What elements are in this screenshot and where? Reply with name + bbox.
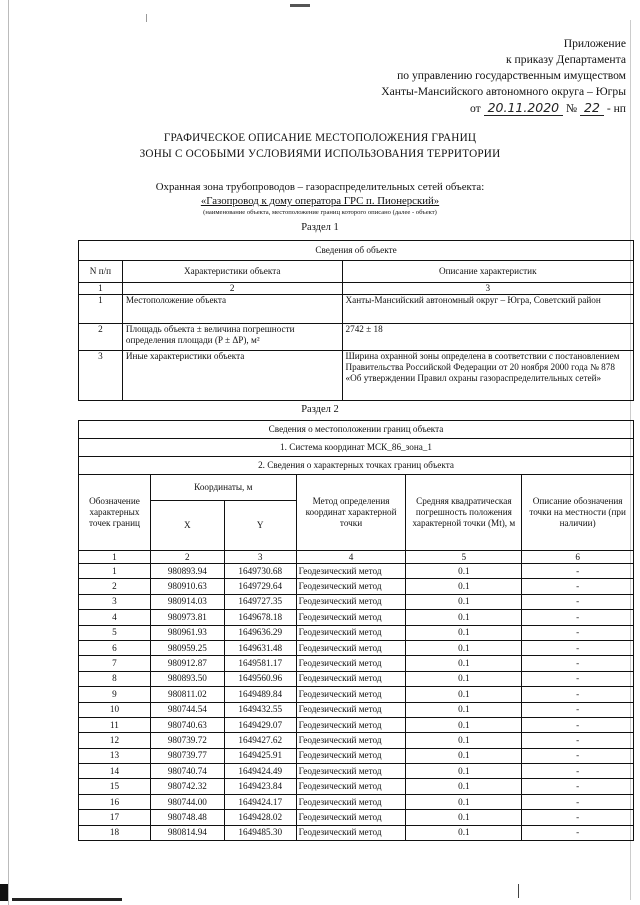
col-number: 4 (296, 551, 406, 564)
point-y: 1649485.30 (224, 825, 296, 840)
point-x: 980912.87 (150, 656, 224, 671)
point-description: - (522, 825, 634, 840)
zone-description (0, 180, 640, 217)
point-accuracy: 0.1 (406, 825, 522, 840)
point-number: 10 (79, 702, 151, 717)
point-x: 980893.94 (150, 564, 224, 579)
point-y: 1649424.17 (224, 794, 296, 809)
boundaries-caption: Сведения о местоположении границ объекта (79, 421, 634, 439)
table-row (79, 671, 634, 686)
point-number: 16 (79, 794, 151, 809)
zone-type: Охранная зона трубопроводов – газораспределительных сетей объекта: (155, 181, 485, 193)
point-number: 13 (79, 748, 151, 763)
table-row (79, 794, 634, 809)
table-row (79, 825, 634, 840)
point-accuracy: 0.1 (406, 810, 522, 825)
point-number: 3 (79, 594, 151, 609)
header-line-4: Ханты-Мансийского автономного округа – Югры (381, 85, 626, 98)
object-name: «Газопровод к дому оператора ГРС п. Пионерский» (200, 195, 440, 207)
table-row (79, 717, 634, 732)
point-number: 12 (79, 733, 151, 748)
table-row (79, 324, 634, 351)
point-y: 1649636.29 (224, 625, 296, 640)
point-method: Геодезический метод (296, 671, 406, 686)
point-accuracy: 0.1 (406, 656, 522, 671)
col-header-x: X (150, 501, 224, 551)
point-number: 8 (79, 671, 151, 686)
point-description: - (522, 702, 634, 717)
point-y: 1649425.91 (224, 748, 296, 763)
document-title (0, 130, 640, 162)
scan-mark-bottom (0, 884, 8, 901)
col-header-coords: Координаты, м (150, 475, 296, 501)
point-accuracy: 0.1 (406, 564, 522, 579)
boundary-points-table (78, 420, 634, 841)
point-accuracy: 0.1 (406, 748, 522, 763)
point-description: - (522, 748, 634, 763)
col-number: 3 (224, 551, 296, 564)
scan-mark-top (290, 4, 310, 7)
row-description: Ханты-Мансийский автономный округ – Югра, Советский район (342, 295, 634, 324)
point-accuracy: 0.1 (406, 779, 522, 794)
coordinate-system: 1. Система координат МСК_86_зона_1 (79, 439, 634, 457)
section-1-label: Раздел 1 (301, 222, 339, 233)
point-description: - (522, 564, 634, 579)
handwritten-date: 20.11.2020 (484, 100, 564, 116)
table-row (79, 625, 634, 640)
point-method: Геодезический метод (296, 733, 406, 748)
point-description: - (522, 625, 634, 640)
point-method: Геодезический метод (296, 810, 406, 825)
scan-mark-right (518, 884, 519, 898)
points-body (79, 564, 634, 841)
col-number: 2 (150, 551, 224, 564)
point-accuracy: 0.1 (406, 671, 522, 686)
point-accuracy: 0.1 (406, 625, 522, 640)
table-row (79, 610, 634, 625)
point-method: Геодезический метод (296, 640, 406, 655)
point-x: 980742.32 (150, 779, 224, 794)
col-header-point-description: Описание обозначения точки на местности (при наличии) (522, 475, 634, 551)
point-description: - (522, 610, 634, 625)
col-number: 1 (79, 551, 151, 564)
point-y: 1649489.84 (224, 687, 296, 702)
point-method: Геодезический метод (296, 625, 406, 640)
table-row (79, 702, 634, 717)
point-accuracy: 0.1 (406, 640, 522, 655)
point-y: 1649631.48 (224, 640, 296, 655)
table-row (79, 564, 634, 579)
point-method: Геодезический метод (296, 610, 406, 625)
title-line-1: ГРАФИЧЕСКОЕ ОПИСАНИЕ МЕСТОПОЛОЖЕНИЯ ГРАНИЦ (163, 132, 477, 144)
point-x: 980739.72 (150, 733, 224, 748)
handwritten-number: 22 (580, 100, 604, 116)
point-number: 11 (79, 717, 151, 732)
point-x: 980959.25 (150, 640, 224, 655)
point-x: 980814.94 (150, 825, 224, 840)
point-method: Геодезический метод (296, 794, 406, 809)
row-number: 1 (79, 295, 123, 324)
header-line-3: по управлению государственным имуществом (397, 69, 626, 82)
col-number: 6 (522, 551, 634, 564)
point-y: 1649560.96 (224, 671, 296, 686)
point-description: - (522, 594, 634, 609)
point-method: Геодезический метод (296, 702, 406, 717)
point-accuracy: 0.1 (406, 610, 522, 625)
row-characteristic: Местоположение объекта (122, 295, 342, 324)
point-number: 7 (79, 656, 151, 671)
point-accuracy: 0.1 (406, 794, 522, 809)
point-method: Геодезический метод (296, 717, 406, 732)
table-row (79, 594, 634, 609)
point-y: 1649423.84 (224, 779, 296, 794)
scan-line-bottom (12, 898, 122, 901)
point-y: 1649432.55 (224, 702, 296, 717)
col-number-1: 1 (79, 283, 123, 295)
col-header-accuracy: Средняя квадратическая погрешность положения характерной точки (Mt), м (406, 475, 522, 551)
point-y: 1649428.02 (224, 810, 296, 825)
point-method: Геодезический метод (296, 656, 406, 671)
number-prefix: № (566, 102, 578, 115)
points-caption: 2. Сведения о характерных точках границ объекта (79, 457, 634, 475)
table-row (79, 779, 634, 794)
col-number-2: 2 (122, 283, 342, 295)
col-header-y: Y (224, 501, 296, 551)
point-accuracy: 0.1 (406, 717, 522, 732)
point-number: 2 (79, 579, 151, 594)
point-number: 14 (79, 764, 151, 779)
row-description: 2742 ± 18 (342, 324, 634, 351)
point-x: 980740.63 (150, 717, 224, 732)
point-method: Геодезический метод (296, 764, 406, 779)
point-accuracy: 0.1 (406, 594, 522, 609)
point-description: - (522, 656, 634, 671)
point-method: Геодезический метод (296, 579, 406, 594)
point-number: 17 (79, 810, 151, 825)
col-header-point: Обозначение характерных точек границ (79, 475, 151, 551)
point-accuracy: 0.1 (406, 733, 522, 748)
point-number: 5 (79, 625, 151, 640)
point-method: Геодезический метод (296, 594, 406, 609)
point-y: 1649581.17 (224, 656, 296, 671)
object-note: (наименование объекта, местоположение границ которого описано (далее - объект) (203, 209, 437, 216)
point-y: 1649424.49 (224, 764, 296, 779)
table-row (79, 579, 634, 594)
point-description: - (522, 579, 634, 594)
point-x: 980893.50 (150, 671, 224, 686)
header-line-2: к приказу Департамента (506, 53, 626, 66)
point-description: - (522, 764, 634, 779)
table-row (79, 764, 634, 779)
point-description: - (522, 779, 634, 794)
point-y: 1649727.35 (224, 594, 296, 609)
point-y: 1649729.64 (224, 579, 296, 594)
point-x: 980740.74 (150, 764, 224, 779)
table-row (79, 295, 634, 324)
row-description: Ширина охранной зоны определена в соответствии с постановлением Правительства Российской Федерации от 20 ноября 2000 года № 878 «Об утверждении Правил охраны газораспределительных сетей» (342, 351, 634, 401)
object-table-caption: Сведения об объекте (79, 241, 634, 261)
point-number: 9 (79, 687, 151, 702)
point-x: 980914.03 (150, 594, 224, 609)
point-method: Геодезический метод (296, 564, 406, 579)
point-accuracy: 0.1 (406, 687, 522, 702)
point-accuracy: 0.1 (406, 702, 522, 717)
order-date-number (470, 100, 626, 115)
col-header-description: Описание характеристик (342, 261, 634, 283)
point-description: - (522, 810, 634, 825)
point-number: 18 (79, 825, 151, 840)
table-row (79, 748, 634, 763)
point-description: - (522, 717, 634, 732)
point-y: 1649429.07 (224, 717, 296, 732)
point-x: 980739.77 (150, 748, 224, 763)
point-x: 980910.63 (150, 579, 224, 594)
row-number: 3 (79, 351, 123, 401)
row-number: 2 (79, 324, 123, 351)
point-number: 4 (79, 610, 151, 625)
title-line-2: ЗОНЫ С ОСОБЫМИ УСЛОВИЯМИ ИСПОЛЬЗОВАНИЯ ТЕРРИТОРИИ (139, 148, 501, 160)
table-row (79, 810, 634, 825)
col-header-characteristic: Характеристики объекта (122, 261, 342, 283)
point-description: - (522, 640, 634, 655)
point-accuracy: 0.1 (406, 579, 522, 594)
point-description: - (522, 687, 634, 702)
order-appendix-header (381, 36, 626, 100)
point-method: Геодезический метод (296, 687, 406, 702)
point-number: 15 (79, 779, 151, 794)
col-header-number: N п/п (79, 261, 123, 283)
point-description: - (522, 794, 634, 809)
point-y: 1649427.62 (224, 733, 296, 748)
point-method: Геодезический метод (296, 825, 406, 840)
point-number: 6 (79, 640, 151, 655)
point-accuracy: 0.1 (406, 764, 522, 779)
point-number: 1 (79, 564, 151, 579)
point-y: 1649678.18 (224, 610, 296, 625)
date-prefix: от (469, 102, 481, 115)
table-row (79, 733, 634, 748)
point-description: - (522, 671, 634, 686)
table-row (79, 351, 634, 401)
point-x: 980961.93 (150, 625, 224, 640)
number-suffix: - нп (606, 102, 626, 115)
point-x: 980744.00 (150, 794, 224, 809)
col-numbers-row (79, 551, 634, 564)
table-row (79, 640, 634, 655)
table-row (79, 656, 634, 671)
point-x: 980748.48 (150, 810, 224, 825)
point-x: 980973.81 (150, 610, 224, 625)
row-characteristic: Иные характеристики объекта (122, 351, 342, 401)
point-method: Геодезический метод (296, 748, 406, 763)
point-x: 980811.02 (150, 687, 224, 702)
table-row (79, 687, 634, 702)
col-number-3: 3 (342, 283, 634, 295)
point-description: - (522, 733, 634, 748)
col-header-method: Метод определения координат характерной точки (296, 475, 406, 551)
scan-mark-small (146, 14, 147, 22)
point-x: 980744.54 (150, 702, 224, 717)
point-y: 1649730.68 (224, 564, 296, 579)
header-line-1: Приложение (563, 37, 626, 50)
col-number: 5 (406, 551, 522, 564)
row-characteristic: Площадь объекта ± величина погрешности определения площади (P ± ΔP), м² (122, 324, 342, 351)
object-info-table (78, 240, 634, 401)
section-2-label: Раздел 2 (301, 404, 339, 415)
point-method: Геодезический метод (296, 779, 406, 794)
